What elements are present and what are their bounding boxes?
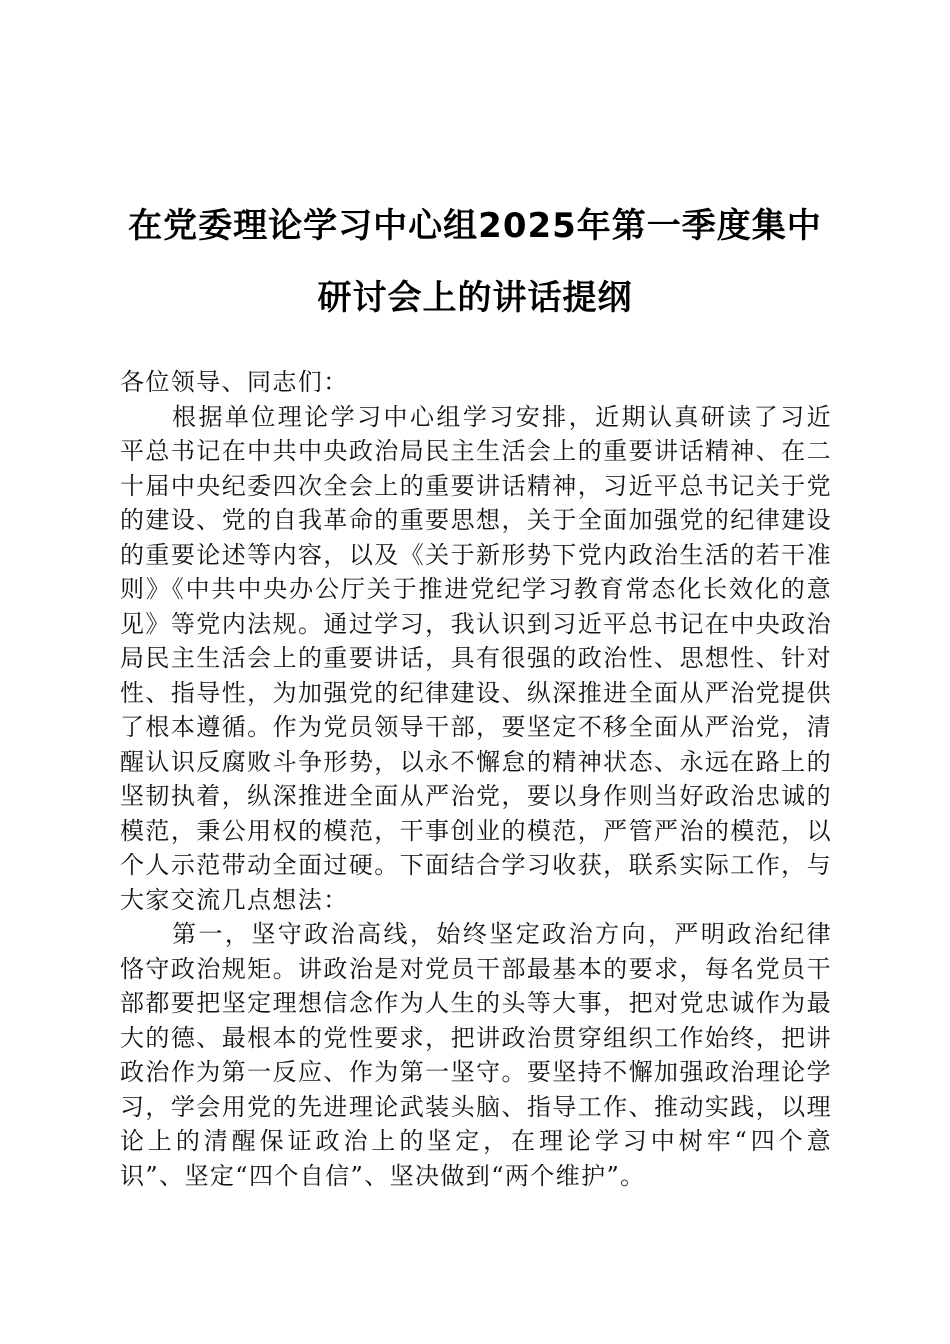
document-body: [120, 365, 832, 1193]
title-line-1: 在党委理论学习中心组2025年第一季度集中: [128, 206, 822, 246]
salutation: 各位领导、同志们：: [120, 368, 349, 396]
paragraph-first-point: 第一，坚守政治高线，始终坚定政治方向，严明政治纪律恪守政治规矩。讲政治是对党员干部最基本的要求，每名党员干部都要把坚定理想信念作为人生的头等大事，把对党忠诚作为最大的德、最根本的党性要求，把讲政治贯穿组织工作始终，把讲政治作为第一反应、作为第一坚守。要坚持不懈加强政治理论学习，学会用党的先进理论武装头脑、指导工作、推动实践，以理论上的清醒保证政治上的坚定，在理论学习中树牢“四个意识”、坚定“四个自信”、坚决做到“两个维护”。: [120, 920, 832, 1190]
document-title: [110, 190, 840, 334]
paragraph-intro: 根据单位理论学习中心组学习安排，近期认真研读了习近平总书记在中共中央政治局民主生活会上的重要讲话精神、在二十届中央纪委四次全会上的重要讲话精神，习近平总书记关于党的建设、党的自我革命的重要思想，关于全面加强党的纪律建设的重要论述等内容，以及《关于新形势下党内政治生活的若干准则》《中共中央办公厅关于推进党纪学习教育常态化长效化的意见》等党内法规。通过学习，我认识到习近平总书记在中央政治局民主生活会上的重要讲话，具有很强的政治性、思想性、针对性、指导性，为加强党的纪律建设、纵深推进全面从严治党提供了根本遵循。作为党员领导干部，要坚定不移全面从严治党，清醒认识反腐败斗争形势，以永不懈怠的精神状态、永远在路上的坚韧执着，纵深推进全面从严治党，要以身作则当好政治忠诚的模范，秉公用权的模范，干事创业的模范，严管严治的模范，以个人示范带动全面过硬。下面结合学习收获，联系实际工作，与大家交流几点想法：: [120, 402, 832, 914]
title-line-2: 研讨会上的讲话提纲: [317, 278, 633, 318]
